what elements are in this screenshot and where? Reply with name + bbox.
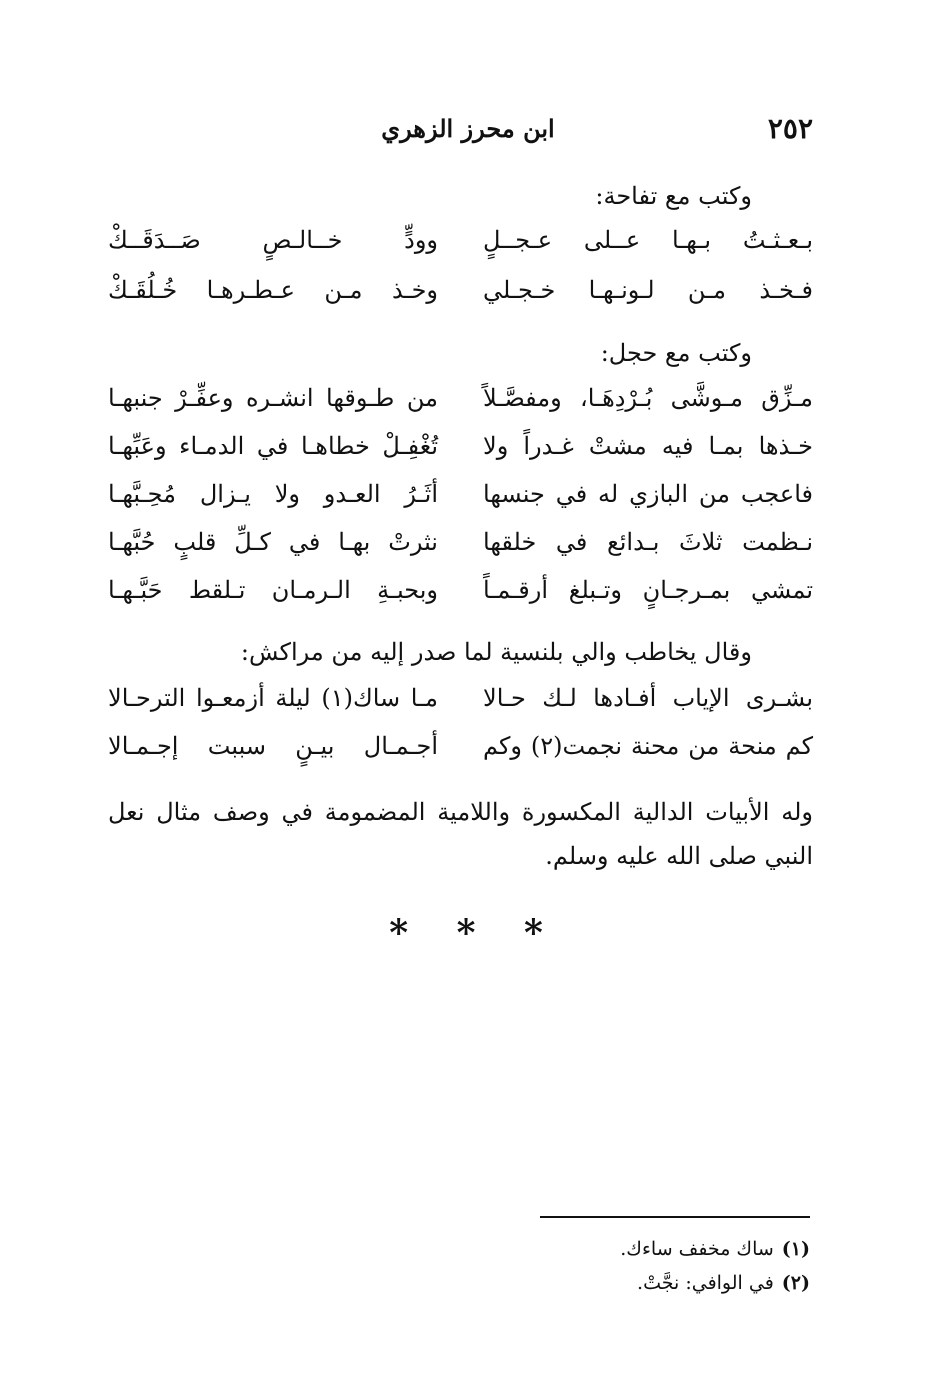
closing-paragraph: وله الأبيات الدالية المكسورة واللامية المضمومة في وصف مثال نعل النبي صلى الله عليه وسلم. xyxy=(108,798,813,870)
verse-second-hemistich: مـا ساك(١) ليلة أزمعـوا الترحـالا xyxy=(108,684,438,712)
verse-second-hemistich: من طـوقها انشـره وعفِّـرْ جنبهـا xyxy=(108,384,438,412)
section-intro: وقال يخاطب والي بلنسية لما صدر إليه من مراكش: xyxy=(240,638,752,666)
footnote-text: ساك مخفف ساءك. xyxy=(620,1238,774,1260)
section-separator: * * * xyxy=(389,912,561,954)
verse-first-hemistich: فاعجب من البازي له في جنسها xyxy=(483,480,813,508)
verse-second-hemistich: وخـذ مـن عـطـرهـا خُـلُقَـكْ xyxy=(108,276,438,304)
verse-first-hemistich: تمشي بمـرجـانٍ وتـبلغ أرقـمـاً xyxy=(483,576,813,604)
footnote xyxy=(637,1268,810,1298)
page-header xyxy=(108,112,813,156)
verse-second-hemistich: وبحبـةِ الـرمـان تـلقط حَبَّـهـا xyxy=(108,576,438,604)
verse-first-hemistich: بـعـثـتُ بـهـا عــلى عـجــلٍ xyxy=(483,226,813,254)
footnote-mark: (١) xyxy=(781,1238,810,1260)
verse-first-hemistich: نـظمت ثلاثَ بـدائع في خلقها xyxy=(483,528,813,556)
running-title: ابن محرز الزهري xyxy=(381,114,555,143)
verse-first-hemistich: مـزِّق مـوشَّى بُـرْدِهَـا، ومفصَّـلاً xyxy=(483,384,813,412)
verse-second-hemistich: وودٍّ خــالـصٍ صَــدَقَــكْ xyxy=(108,226,438,254)
verse-first-hemistich: كم منحة من محنة نجمت(٢) وكم xyxy=(483,732,813,760)
verse-first-hemistich: خـذها بمـا فيه مشتْ غـدراً ولا xyxy=(483,432,813,460)
footnote-mark: (٢) xyxy=(781,1272,810,1294)
verse-second-hemistich: أجـمـال بيـنٍ سببت إجـمـالا xyxy=(108,732,438,760)
verse-second-hemistich: أثَـرُ العـدو ولا يـزال مُحِـبَّهـا xyxy=(108,480,438,508)
section-intro: وكتب مع تفاحة: xyxy=(595,182,752,210)
page-number: ٢٥٢ xyxy=(767,112,813,145)
verse-line xyxy=(108,722,813,770)
verse-first-hemistich: بشـرى الإياب أفـادها لـك حـالا xyxy=(483,684,813,712)
footnote-rule xyxy=(540,1216,810,1218)
footnote xyxy=(620,1234,810,1264)
section-intro: وكتب مع حجل: xyxy=(600,339,752,367)
verse-line xyxy=(108,422,813,470)
verse-line xyxy=(108,566,813,614)
verse-second-hemistich: تُغْفِـلْ خطاهـا في الدمـاء وعَبِّهـا xyxy=(108,432,438,460)
verse-line xyxy=(108,374,813,422)
verse-line xyxy=(108,470,813,518)
verse-line xyxy=(108,216,813,264)
verse-first-hemistich: فـخـذ مـن لـونـهـا خـجـلي xyxy=(483,276,813,304)
footnote-text: في الوافي: نجَّتْ. xyxy=(637,1272,774,1294)
verse-second-hemistich: نثرتْ بهـا في كـلِّ قلبٍ حُبَّهـا xyxy=(108,528,438,556)
verse-line xyxy=(108,266,813,314)
verse-line xyxy=(108,518,813,566)
verse-line xyxy=(108,674,813,722)
